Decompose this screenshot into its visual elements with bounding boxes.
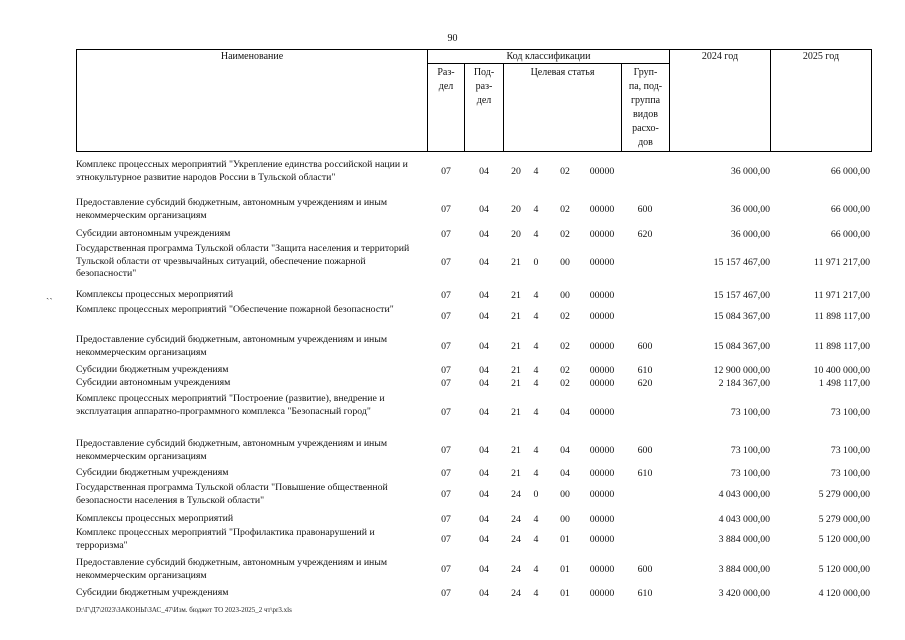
cell-cs1: 21 — [511, 341, 521, 352]
cell-y2025: 66 000,00 — [830, 204, 870, 215]
margin-mark: ˏˎ — [46, 289, 53, 300]
cell-cs3: 01 — [560, 588, 570, 599]
cell-podrazdel: 04 — [479, 290, 489, 301]
cell-y2024: 36 000,00 — [730, 204, 770, 215]
cell-razdel: 07 — [441, 365, 451, 376]
cell-razdel: 07 — [441, 341, 451, 352]
cell-y2025: 73 100,00 — [830, 407, 870, 418]
cell-vr: 600 — [637, 341, 653, 352]
cell-razdel: 07 — [441, 468, 451, 479]
cell-cs2: 4 — [533, 311, 539, 322]
cell-cs1: 20 — [511, 204, 521, 215]
cell-podrazdel: 04 — [479, 204, 489, 215]
cell-y2024: 15 084 367,00 — [713, 311, 770, 322]
row-name: Комплекс процессных мероприятий "Обеспечение пожарной безопасности" — [76, 304, 394, 315]
cell-podrazdel: 04 — [479, 229, 489, 240]
header-target: Целевая статья — [530, 67, 595, 78]
cell-y2024: 4 043 000,00 — [718, 514, 770, 525]
cell-cs3: 02 — [560, 378, 570, 389]
cell-cs2: 4 — [533, 204, 539, 215]
cell-cs3: 02 — [560, 166, 570, 177]
cell-vr: 610 — [637, 588, 653, 599]
cell-y2025: 66 000,00 — [830, 166, 870, 177]
cell-y2024: 3 884 000,00 — [718, 564, 770, 575]
table-row — [76, 393, 872, 433]
row-name: Предоставление субсидий бюджетным, автономным учреждениям и иным некоммерческим организациям — [76, 557, 388, 581]
cell-cs2: 4 — [533, 445, 539, 456]
cell-razdel: 07 — [441, 445, 451, 456]
row-name: Комплекс процессных мероприятий "Профилактика правонарушений и терроризма" — [76, 527, 375, 551]
cell-cs4: 00000 — [589, 166, 615, 177]
table-row — [76, 377, 872, 390]
header-subsection: Под- раз- дел — [473, 67, 495, 106]
cell-razdel: 07 — [441, 564, 451, 575]
cell-razdel: 07 — [441, 534, 451, 545]
row-name: Предоставление субсидий бюджетным, автономным учреждениям и иным некоммерческим организациям — [76, 197, 388, 221]
table-row — [76, 159, 872, 185]
cell-cs2: 4 — [533, 341, 539, 352]
cell-podrazdel: 04 — [479, 468, 489, 479]
cell-podrazdel: 04 — [479, 311, 489, 322]
cell-cs1: 24 — [511, 514, 521, 525]
header-section: Раз- дел — [437, 67, 455, 92]
cell-cs4: 00000 — [589, 341, 615, 352]
cell-cs2: 4 — [533, 588, 539, 599]
cell-cs4: 00000 — [589, 445, 615, 456]
cell-y2025: 1 498 117,00 — [818, 378, 870, 389]
cell-cs4: 00000 — [589, 514, 615, 525]
cell-cs1: 21 — [511, 407, 521, 418]
cell-cs2: 4 — [533, 468, 539, 479]
row-name: Субсидии бюджетным учреждениям — [76, 364, 229, 375]
table-row — [76, 334, 872, 360]
cell-cs4: 00000 — [589, 588, 615, 599]
cell-podrazdel: 04 — [479, 378, 489, 389]
cell-cs3: 00 — [560, 514, 570, 525]
cell-podrazdel: 04 — [479, 257, 489, 268]
table-row — [76, 513, 872, 526]
table-row — [76, 304, 872, 330]
cell-cs2: 4 — [533, 365, 539, 376]
cell-y2024: 3 884 000,00 — [718, 534, 770, 545]
cell-cs2: 4 — [533, 564, 539, 575]
cell-podrazdel: 04 — [479, 365, 489, 376]
table-row — [76, 243, 872, 283]
cell-y2025: 73 100,00 — [830, 468, 870, 479]
row-name: Комплекс процессных мероприятий "Укрепление единства российской нации и этнокультурное развитие народов России в Тульской области" — [76, 159, 408, 183]
cell-vr: 610 — [637, 468, 653, 479]
row-name: Комплекс процессных мероприятий "Построение (развитие), внедрение и эксплуатация аппаратно-программного комплекса "Безопасный город" — [76, 393, 385, 417]
cell-y2024: 15 157 467,00 — [713, 290, 770, 301]
cell-podrazdel: 04 — [479, 341, 489, 352]
cell-cs3: 02 — [560, 365, 570, 376]
table-row — [76, 289, 872, 302]
table-row — [76, 527, 872, 553]
header-2024: 2024 год — [701, 51, 739, 62]
cell-y2025: 66 000,00 — [830, 229, 870, 240]
header-group: Груп- па, под- группа видов расхо- дов — [628, 67, 663, 148]
cell-cs2: 4 — [533, 407, 539, 418]
row-name: Предоставление субсидий бюджетным, автономным учреждениям и иным некоммерческим организациям — [76, 334, 388, 358]
cell-vr: 600 — [637, 204, 653, 215]
cell-podrazdel: 04 — [479, 445, 489, 456]
cell-y2025: 4 120 000,00 — [818, 588, 870, 599]
row-name: Субсидии бюджетным учреждениям — [76, 587, 229, 598]
cell-y2025: 11 971 217,00 — [814, 290, 870, 301]
cell-razdel: 07 — [441, 378, 451, 389]
cell-y2024: 15 084 367,00 — [713, 341, 770, 352]
cell-cs3: 02 — [560, 311, 570, 322]
cell-cs3: 04 — [560, 445, 570, 456]
table-row — [76, 467, 872, 480]
cell-podrazdel: 04 — [479, 534, 489, 545]
cell-cs2: 4 — [533, 514, 539, 525]
cell-podrazdel: 04 — [479, 166, 489, 177]
row-name: Государственная программа Тульской области "Защита населения и территорий Тульской области от чрезвычайных ситуаций, обеспечение пожарной безопасности" — [76, 243, 410, 279]
footer-path: D:\Г\Д7\2023\ЗАКОНЫ\ЗАС_47\Изм. бюджет ТО 2023-2025_2 чт\pr3.xls — [76, 606, 292, 614]
cell-cs1: 21 — [511, 290, 521, 301]
cell-vr: 610 — [637, 365, 653, 376]
cell-cs3: 02 — [560, 204, 570, 215]
cell-cs3: 00 — [560, 489, 570, 500]
cell-cs4: 00000 — [589, 407, 615, 418]
cell-y2025: 10 400 000,00 — [813, 365, 870, 376]
table-row — [76, 587, 872, 600]
cell-podrazdel: 04 — [479, 564, 489, 575]
row-name: Субсидии бюджетным учреждениям — [76, 467, 229, 478]
cell-y2025: 73 100,00 — [830, 445, 870, 456]
row-name: Субсидии автономным учреждениям — [76, 228, 231, 239]
cell-cs1: 21 — [511, 378, 521, 389]
cell-vr: 620 — [637, 378, 653, 389]
cell-cs2: 4 — [533, 166, 539, 177]
cell-cs4: 00000 — [589, 534, 615, 545]
row-name: Предоставление субсидий бюджетным, автономным учреждениям и иным некоммерческим организациям — [76, 438, 388, 462]
cell-vr: 600 — [637, 445, 653, 456]
cell-cs4: 00000 — [589, 365, 615, 376]
cell-razdel: 07 — [441, 311, 451, 322]
table-row — [76, 482, 872, 508]
cell-podrazdel: 04 — [479, 407, 489, 418]
cell-cs4: 00000 — [589, 204, 615, 215]
cell-podrazdel: 04 — [479, 514, 489, 525]
cell-razdel: 07 — [441, 407, 451, 418]
cell-y2024: 73 100,00 — [730, 407, 770, 418]
cell-cs1: 24 — [511, 564, 521, 575]
cell-y2024: 3 420 000,00 — [718, 588, 770, 599]
cell-y2024: 73 100,00 — [730, 468, 770, 479]
cell-cs2: 4 — [533, 534, 539, 545]
table-row — [76, 364, 872, 377]
row-name: Комплексы процессных мероприятий — [76, 513, 234, 524]
cell-cs1: 20 — [511, 229, 521, 240]
cell-y2024: 36 000,00 — [730, 229, 770, 240]
cell-y2024: 12 900 000,00 — [713, 365, 770, 376]
cell-cs1: 21 — [511, 257, 521, 268]
cell-y2025: 11 971 217,00 — [814, 257, 870, 268]
cell-y2025: 5 279 000,00 — [818, 514, 870, 525]
cell-cs3: 04 — [560, 407, 570, 418]
cell-razdel: 07 — [441, 204, 451, 215]
cell-razdel: 07 — [441, 489, 451, 500]
cell-vr: 620 — [637, 229, 653, 240]
cell-cs2: 4 — [533, 290, 539, 301]
cell-cs4: 00000 — [589, 564, 615, 575]
cell-cs2: 0 — [533, 489, 539, 500]
cell-cs3: 04 — [560, 468, 570, 479]
cell-y2024: 15 157 467,00 — [713, 257, 770, 268]
cell-cs2: 4 — [533, 378, 539, 389]
cell-cs4: 00000 — [589, 311, 615, 322]
table-row — [76, 228, 872, 241]
table-row — [76, 438, 872, 464]
cell-cs3: 02 — [560, 341, 570, 352]
cell-y2024: 2 184 367,00 — [718, 378, 770, 389]
cell-vr: 600 — [637, 564, 653, 575]
cell-razdel: 07 — [441, 166, 451, 177]
cell-razdel: 07 — [441, 290, 451, 301]
cell-cs4: 00000 — [589, 257, 615, 268]
cell-cs1: 24 — [511, 489, 521, 500]
cell-razdel: 07 — [441, 514, 451, 525]
header-code: Код классификации — [506, 51, 591, 62]
cell-cs3: 00 — [560, 257, 570, 268]
cell-y2025: 5 120 000,00 — [818, 564, 870, 575]
cell-y2024: 4 043 000,00 — [718, 489, 770, 500]
cell-cs2: 4 — [533, 229, 539, 240]
cell-cs1: 21 — [511, 365, 521, 376]
row-name: Комплексы процессных мероприятий — [76, 289, 234, 300]
cell-cs4: 00000 — [589, 378, 615, 389]
cell-cs1: 24 — [511, 534, 521, 545]
cell-razdel: 07 — [441, 588, 451, 599]
cell-cs4: 00000 — [589, 290, 615, 301]
cell-cs1: 20 — [511, 166, 521, 177]
cell-cs4: 00000 — [589, 489, 615, 500]
cell-podrazdel: 04 — [479, 588, 489, 599]
cell-cs3: 01 — [560, 564, 570, 575]
row-name: Субсидии автономным учреждениям — [76, 377, 231, 388]
row-name: Государственная программа Тульской области "Повышение общественной безопасности населения в Тульской области" — [76, 482, 388, 506]
table-row — [76, 557, 872, 583]
page-number: 90 — [447, 33, 458, 44]
cell-y2024: 73 100,00 — [730, 445, 770, 456]
cell-cs4: 00000 — [589, 229, 615, 240]
cell-y2025: 5 279 000,00 — [818, 489, 870, 500]
cell-y2025: 11 898 117,00 — [814, 341, 870, 352]
cell-y2025: 5 120 000,00 — [818, 534, 870, 545]
cell-y2024: 36 000,00 — [730, 166, 770, 177]
cell-cs4: 00000 — [589, 468, 615, 479]
cell-cs1: 24 — [511, 588, 521, 599]
cell-cs2: 0 — [533, 257, 539, 268]
header-2025: 2025 год — [802, 51, 840, 62]
cell-cs3: 01 — [560, 534, 570, 545]
cell-razdel: 07 — [441, 229, 451, 240]
header-name: Наименование — [220, 51, 284, 62]
cell-podrazdel: 04 — [479, 489, 489, 500]
cell-y2025: 11 898 117,00 — [814, 311, 870, 322]
cell-cs1: 21 — [511, 445, 521, 456]
cell-cs3: 02 — [560, 229, 570, 240]
cell-cs1: 21 — [511, 311, 521, 322]
cell-cs3: 00 — [560, 290, 570, 301]
table-row — [76, 197, 872, 223]
cell-razdel: 07 — [441, 257, 451, 268]
cell-cs1: 21 — [511, 468, 521, 479]
